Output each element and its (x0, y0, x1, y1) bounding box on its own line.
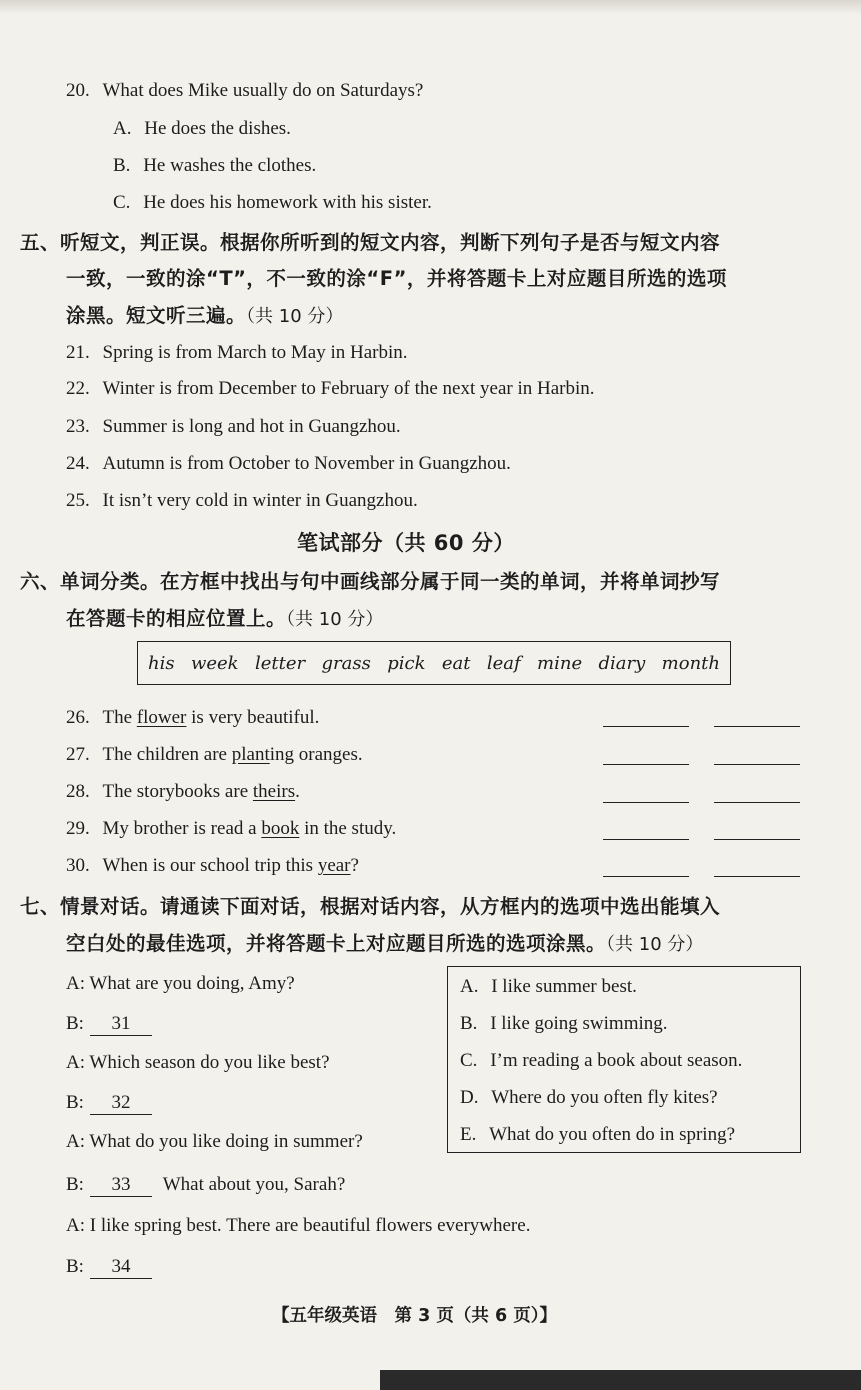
section7-title-line2: 空白处的最佳选项，并将答题卡上对应题目所选的选项涂黑。（共 10 分） (66, 932, 704, 955)
word: his (148, 652, 175, 674)
answer-blank[interactable] (603, 726, 689, 727)
underlined-word: book (261, 818, 300, 839)
section6-title-line2: 在答题卡的相应位置上。（共 10 分） (66, 607, 384, 630)
underlined-word: year (317, 855, 351, 876)
statement-22: 22. Winter is from December to February of the next year in Harbin. (66, 378, 595, 399)
question-text: What does Mike usually do on Saturdays? (102, 80, 424, 101)
sentence-26: 26. The flower is very beautiful. (66, 707, 320, 728)
word: diary (598, 652, 646, 674)
sentence-28: 28. The storybooks are theirs. (66, 781, 300, 802)
dialogue-line: B: 31 (66, 1013, 152, 1036)
answer-blank-32[interactable]: 32 (90, 1092, 152, 1115)
section6-title-line1: 六、单词分类。在方框中找出与句中画线部分属于同一类的单词，并将单词抄写 (20, 570, 721, 593)
dialogue-line: A: I like spring best. There are beautiful flowers everywhere. (66, 1215, 531, 1236)
word: mine (537, 652, 583, 674)
answer-blank[interactable] (603, 876, 689, 877)
answer-blank-33[interactable]: 33 (90, 1174, 152, 1197)
statement-25: 25. It isn’t very cold in winter in Guangzhou. (66, 490, 418, 511)
dialogue-line: A: Which season do you like best? (66, 1052, 330, 1073)
word: letter (254, 652, 306, 674)
dialogue-line: B: 33 What about you, Sarah? (66, 1174, 346, 1195)
scan-shadow-top (0, 0, 861, 14)
section5-title-line3: 涂黑。短文听三遍。（共 10 分） (66, 304, 344, 327)
word: month (661, 652, 720, 674)
statement-21: 21. Spring is from March to May in Harbin. (66, 342, 408, 363)
page-footer: 【五年级英语 第 3 页（共 6 页）】 (272, 1306, 557, 1326)
answer-blank[interactable] (714, 726, 800, 727)
underlined-word: plant (231, 744, 270, 765)
dialogue-line: A: What are you doing, Amy? (66, 973, 295, 994)
dialogue-line: B: 32 (66, 1092, 152, 1115)
sentence-30: 30. When is our school trip this year? (66, 855, 359, 876)
q20-option-a: A. He does the dishes. (113, 118, 291, 139)
option-a: A. I like summer best. (460, 976, 637, 997)
option-d: D. Where do you often fly kites? (460, 1087, 718, 1108)
word: week (190, 652, 239, 674)
statement-23: 23. Summer is long and hot in Guangzhou. (66, 416, 401, 437)
options-box (447, 966, 801, 1153)
answer-blank-34[interactable]: 34 (90, 1256, 152, 1279)
statement-24: 24. Autumn is from October to November in Guangzhou. (66, 453, 511, 474)
section7-points: （共 10 分） (606, 934, 704, 955)
word-box (137, 641, 731, 685)
scan-shadow-bottom (380, 1370, 861, 1390)
option-b: B. I like going swimming. (460, 1013, 668, 1034)
word: grass (321, 652, 371, 674)
underlined-word: theirs (252, 781, 296, 802)
answer-blank[interactable] (714, 802, 800, 803)
answer-blank[interactable] (714, 876, 800, 877)
answer-blank[interactable] (714, 764, 800, 765)
q20-option-b: B. He washes the clothes. (113, 155, 317, 176)
underlined-word: flower (136, 707, 187, 728)
section5-title-line1: 五、听短文，判正误。根据你所听到的短文内容，判断下列句子是否与短文内容 (20, 231, 721, 254)
option-c: C. I’m reading a book about season. (460, 1050, 743, 1071)
section7-title-line1: 七、情景对话。请通读下面对话，根据对话内容，从方框内的选项中选出能填入 (20, 895, 721, 918)
q20-option-c: C. He does his homework with his sister. (113, 192, 432, 213)
written-part-heading: 笔试部分（共 60 分） (297, 531, 515, 555)
word: leaf (486, 652, 521, 674)
question-number: 20. (66, 80, 90, 101)
word: pick (387, 652, 426, 674)
word: eat (441, 652, 471, 674)
answer-blank-31[interactable]: 31 (90, 1013, 152, 1036)
section6-points: （共 10 分） (286, 609, 384, 630)
answer-blank[interactable] (603, 839, 689, 840)
answer-blank[interactable] (603, 764, 689, 765)
section5-title-line2: 一致，一致的涂“T”，不一致的涂“F”，并将答题卡上对应题目所选的选项 (66, 267, 727, 290)
sentence-29: 29. My brother is read a book in the study. (66, 818, 397, 839)
option-e: E. What do you often do in spring? (460, 1124, 736, 1145)
answer-blank[interactable] (714, 839, 800, 840)
dialogue-line: A: What do you like doing in summer? (66, 1131, 363, 1152)
sentence-27: 27. The children are planting oranges. (66, 744, 363, 765)
section5-points: （共 10 分） (246, 306, 344, 327)
answer-blank[interactable] (603, 802, 689, 803)
question-20 (66, 80, 423, 102)
dialogue-line: B: 34 (66, 1256, 152, 1279)
